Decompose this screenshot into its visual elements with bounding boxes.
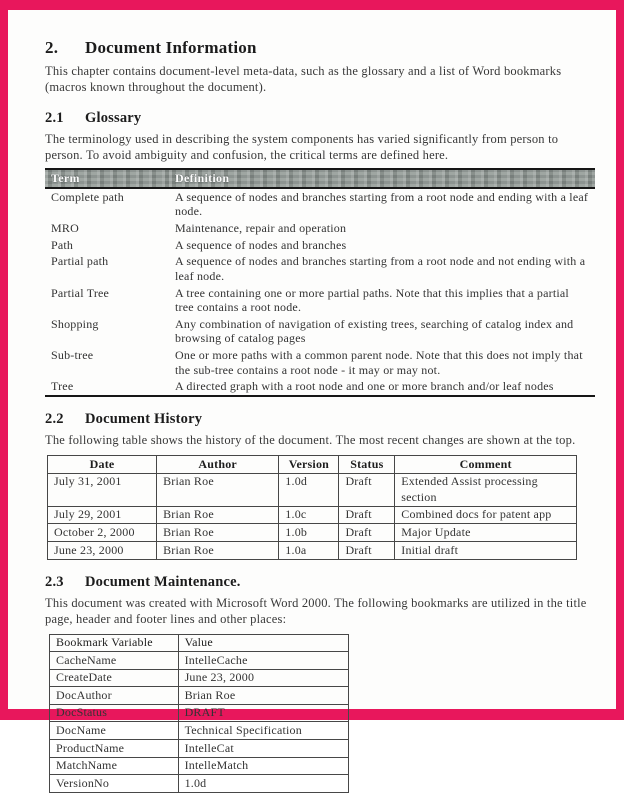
glossary-term: Path xyxy=(51,237,74,252)
bookmark-variable: ProductName xyxy=(50,740,179,758)
section-number: 2.1 xyxy=(45,109,64,126)
bookmarks-table xyxy=(49,634,349,793)
bookmark-value: 1.0d xyxy=(178,775,348,793)
glossary-table-header xyxy=(45,169,595,188)
history-status: Draft xyxy=(339,542,395,560)
table-row xyxy=(50,757,349,775)
history-comment: Initial draft xyxy=(395,542,577,560)
bookmark-variable: CreateDate xyxy=(50,669,179,687)
glossary-definition: One or more paths with a common parent node. Note that this does not imply that the sub-tree contains a root node - it may or may not. xyxy=(175,348,583,377)
glossary-term: MRO xyxy=(51,221,79,236)
bookmarks-table-header xyxy=(50,634,349,652)
glossary-intro-paragraph: The terminology used in describing the system components has varied significantly from person to person. To avoid ambiguity and confusion, the critical terms are defined here. xyxy=(45,132,559,163)
glossary-definition: A sequence of nodes and branches starting from a root node and not ending with a leaf node. xyxy=(175,254,586,283)
table-row xyxy=(48,542,577,560)
section-heading-document-history xyxy=(45,411,592,428)
column-header-value: Value xyxy=(178,634,348,652)
glossary-definition: A sequence of nodes and branches xyxy=(175,237,347,252)
history-status: Draft xyxy=(339,506,395,524)
table-header-row xyxy=(48,456,577,474)
history-date: July 29, 2001 xyxy=(48,506,157,524)
section-number: 2.3 xyxy=(45,573,64,590)
history-table-header xyxy=(48,456,577,474)
history-intro-paragraph: The following table shows the history of the document. The most recent changes are shown at the top. xyxy=(45,433,576,448)
column-header-author: Author xyxy=(157,456,279,474)
column-header-bookmark-variable: Bookmark Variable xyxy=(50,634,179,652)
glossary-term: Tree xyxy=(51,379,74,394)
glossary-table xyxy=(45,168,595,397)
table-row xyxy=(50,669,349,687)
bookmark-variable: DocAuthor xyxy=(50,687,179,705)
history-version: 1.0a xyxy=(279,542,339,560)
glossary-definition: A sequence of nodes and branches starting from a root node and ending with a leaf node. xyxy=(175,189,589,219)
bookmark-variable: MatchName xyxy=(50,757,179,775)
table-row xyxy=(45,316,595,347)
table-row xyxy=(45,220,595,237)
table-row xyxy=(45,237,595,254)
column-header-definition: Definition xyxy=(169,169,595,188)
history-date: July 31, 2001 xyxy=(48,473,157,506)
glossary-term: Complete path xyxy=(51,189,124,204)
history-author: Brian Roe xyxy=(157,542,279,560)
bookmark-variable: VersionNo xyxy=(50,775,179,793)
section-number: 2. xyxy=(45,38,59,57)
table-row xyxy=(50,722,349,740)
history-author: Brian Roe xyxy=(157,473,279,506)
bookmark-value: IntelleCat xyxy=(178,740,348,758)
table-row xyxy=(45,378,595,396)
table-header-row xyxy=(50,634,349,652)
glossary-term: Sub-tree xyxy=(51,348,94,363)
history-version: 1.0d xyxy=(279,473,339,506)
maintenance-intro-paragraph: This document was created with Microsoft Word 2000. The following bookmarks are utilized in the title page, header and footer lines and other places: xyxy=(45,596,587,626)
page-content xyxy=(8,10,616,793)
history-date: June 23, 2000 xyxy=(48,542,157,560)
bookmark-value: Brian Roe xyxy=(178,687,348,705)
history-version: 1.0c xyxy=(279,506,339,524)
glossary-definition: Maintenance, repair and operation xyxy=(175,221,347,236)
history-author: Brian Roe xyxy=(157,506,279,524)
history-version: 1.0b xyxy=(279,524,339,542)
table-row xyxy=(45,285,595,316)
section-heading-document-information xyxy=(45,38,592,58)
bookmark-variable: CacheName xyxy=(50,652,179,670)
glossary-term: Partial Tree xyxy=(51,285,110,300)
table-row xyxy=(48,506,577,524)
history-comment: Major Update xyxy=(395,524,577,542)
section-heading-glossary xyxy=(45,110,592,127)
bookmark-value: Technical Specification xyxy=(178,722,348,740)
section-title: Document Maintenance. xyxy=(85,573,241,590)
document-history-table xyxy=(47,455,577,560)
column-header-term: Term xyxy=(45,169,169,188)
table-row xyxy=(45,253,595,284)
bookmark-variable: DocStatus xyxy=(50,704,179,722)
history-comment: Combined docs for patent app xyxy=(395,506,577,524)
section-title: Glossary xyxy=(85,109,142,126)
table-row xyxy=(50,687,349,705)
history-author: Brian Roe xyxy=(157,524,279,542)
history-status: Draft xyxy=(339,473,395,506)
table-row xyxy=(50,775,349,793)
history-status: Draft xyxy=(339,524,395,542)
section-title: Document History xyxy=(85,410,203,427)
bookmark-value: IntelleCache xyxy=(178,652,348,670)
history-date: October 2, 2000 xyxy=(48,524,157,542)
table-row xyxy=(50,740,349,758)
glossary-term: Partial path xyxy=(51,254,109,269)
bookmark-value: IntelleMatch xyxy=(178,757,348,775)
section-title: Document Information xyxy=(85,38,257,57)
glossary-definition: A directed graph with a root node and one or more branch and/or leaf nodes xyxy=(175,379,554,394)
glossary-definition: Any combination of navigation of existing trees, searching of catalog index and browsing of catalog pages xyxy=(175,316,574,346)
section-heading-document-maintenance xyxy=(45,574,592,591)
bookmark-value: DRAFT xyxy=(178,704,348,722)
column-header-status: Status xyxy=(339,456,395,474)
table-row xyxy=(45,347,595,378)
table-row xyxy=(48,524,577,542)
bookmark-value: June 23, 2000 xyxy=(178,669,348,687)
section-number: 2.2 xyxy=(45,410,64,427)
section-info-paragraph: This chapter contains document-level meta-data, such as the glossary and a list of Word bookmarks (macros known throughout the document). xyxy=(45,64,562,95)
glossary-definition: A tree containing one or more partial paths. Note that this implies that a partial tree contains a root node. xyxy=(175,285,569,315)
column-header-version: Version xyxy=(279,456,339,474)
history-comment: Extended Assist processing section xyxy=(395,473,577,506)
table-row xyxy=(50,704,349,722)
table-header-row xyxy=(45,169,595,188)
column-header-date: Date xyxy=(48,456,157,474)
bookmark-variable: DocName xyxy=(50,722,179,740)
table-row xyxy=(50,652,349,670)
table-row xyxy=(48,473,577,506)
column-header-comment: Comment xyxy=(395,456,577,474)
glossary-term: Shopping xyxy=(51,316,99,331)
table-row xyxy=(45,188,595,220)
